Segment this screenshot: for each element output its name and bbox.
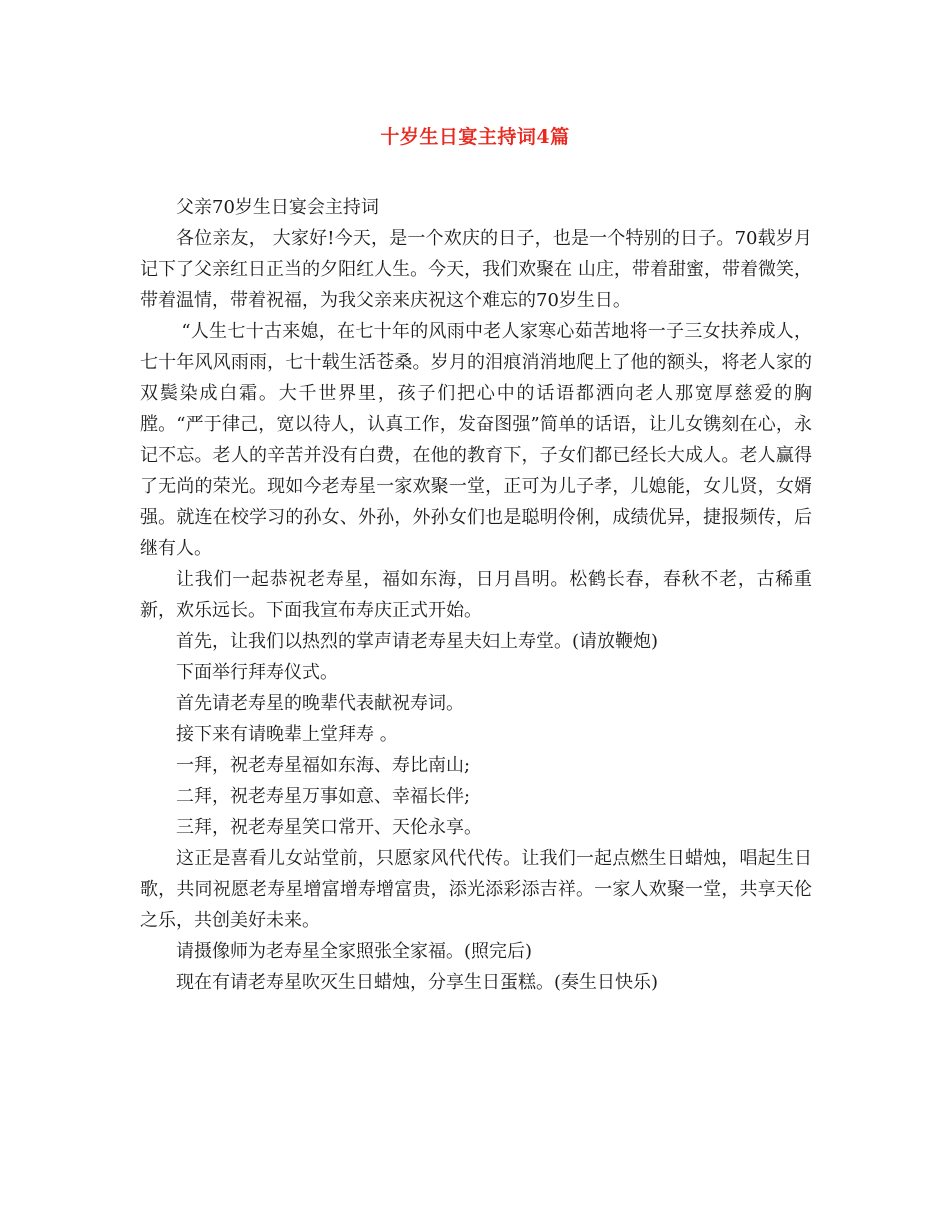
tribute-paragraph: “人生七十古来媳，在七十年的风雨中老人家寒心茹苦地将一子三女扶养成人，七十年风风雨雨，七十载生活苍桑。岁月的泪痕消消地爬上了他的额头，将老人家的双鬓染成白霜。大千世界里，孩子们把心中的话语都洒向老人那宽厚慈爱的胸膛。“严于律己，宽以待人，认真工作，发奋图强”简单的话语，让儿女镌刻在心，永记不忘。老人的辛苦并没有白费，在他的教育下，子女们都已经长大成人。老人赢得了无尚的荣光。现如今老寿星一家欢聚一堂，正可为儿子孝，儿媳能，女儿贤，女婿强。就连在校学习的孙女、外孙，外孙女们也是聪明伶俐，成绩优异，捷报频传，后继有人。 <box>140 321 812 559</box>
first-bow-paragraph: 一拜，祝老寿星福如东海、寿比南山; <box>176 755 471 776</box>
candle-paragraph: 这正是喜看儿女站堂前，只愿家风代代传。让我们一起点燃生日蜡烛，唱起生日歌，共同祝愿老寿星增富增寿增富贵，添光添彩添吉祥。一家人欢聚一堂，共享天伦之乐，共创美好未来。 <box>140 848 812 931</box>
ritual-announcement-paragraph: 下面举行拜寿仪式。 <box>176 662 338 683</box>
greeting-paragraph: 各位亲友， 大家好!今天，是一个欢庆的日子，也是一个特别的日子。70载岁月记下了父亲红日正当的夕阳红人生。今天，我们欢聚在 山庄，带着甜蜜，带着微笑，带着温情，带着祝福，为我父亲来庆祝这个难忘的70岁生日。 <box>140 228 812 311</box>
second-bow-paragraph: 二拜，祝老寿星万事如意、幸福长伴; <box>176 786 471 807</box>
third-bow-paragraph: 三拜，祝老寿星笑口常开、天伦永享。 <box>176 817 482 838</box>
document-title: 十岁生日宴主持词4篇 <box>380 126 570 148</box>
blessing-paragraph: 让我们一起恭祝老寿星，福如东海，日月昌明。松鹤长春，春秋不老，古稀重新，欢乐远长。下面我宣布寿庆正式开始。 <box>140 569 812 621</box>
photo-paragraph: 请摄像师为老寿星全家照张全家福。(照完后) <box>176 941 533 962</box>
document-body <box>140 192 812 998</box>
ceremony-start-paragraph: 首先，让我们以热烈的掌声请老寿星夫妇上寿堂。(请放鞭炮) <box>176 631 659 652</box>
bow-invitation-paragraph: 接下来有请晚辈上堂拜寿 。 <box>176 724 398 745</box>
speech-paragraph: 首先请老寿星的晚辈代表献祝寿词。 <box>176 693 464 714</box>
subheading-paragraph: 父亲70岁生日宴会主持词 <box>176 197 379 218</box>
cake-paragraph: 现在有请老寿星吹灭生日蜡烛，分享生日蛋糕。(奏生日快乐) <box>176 972 659 993</box>
